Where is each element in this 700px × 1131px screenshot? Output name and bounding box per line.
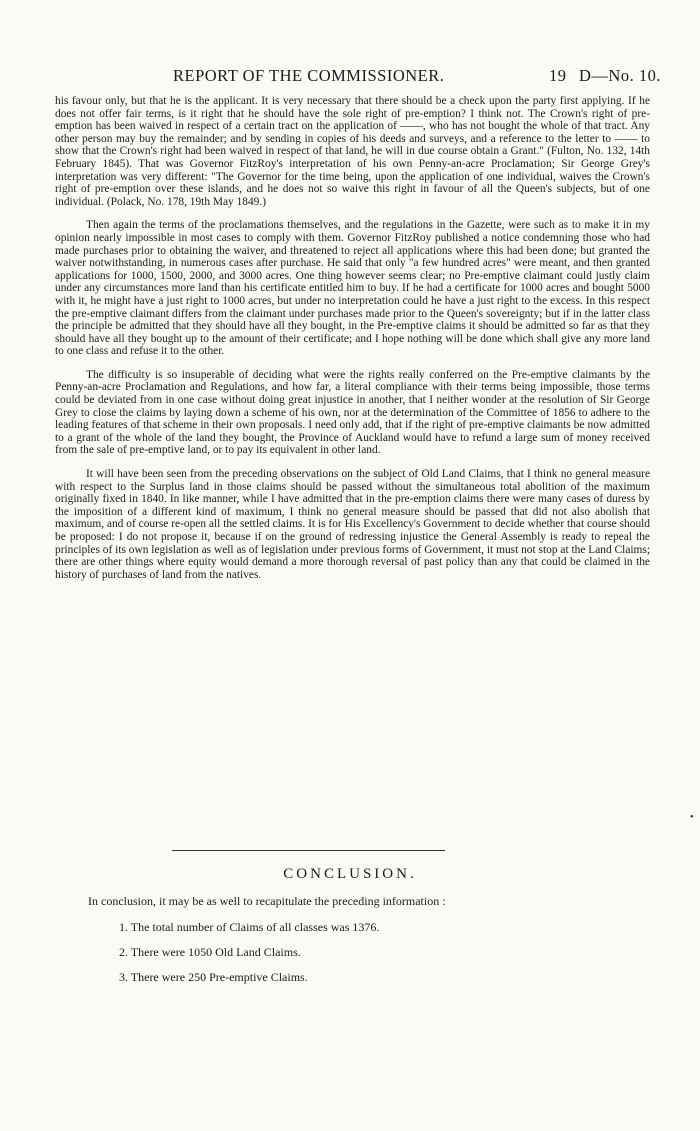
page-header (0, 66, 700, 88)
page-number: 19 (549, 66, 567, 85)
paragraph: It will have been seen from the preceding observations on the subject of Old Land Claims, that I think no general measure with respect to the Surplus land in those claims should be passed without the simultaneous total abolition of the maximum originally fixed in 1840. In like manner, while I have admitted that in the pre-emption claims there were many cases of duress by the imposition of a different kind of maximum, I think no general measure should be passed that did not also abolish that maximum, and of course re-open all the settled claims. It is for His Excellency's Government to decide whether that course should be proposed: I do not propose it, because if on the ground of redressing injustice the General Assembly is ready to repeal the principles of its own legislation as well as of legislation under previous forms of Government, it must not stop at the Land Claims; there are other things where equity would demand a more thorough reversal of past policy than any that could be claimed in the history of purchases of land from the natives. (55, 468, 650, 581)
conclusion-heading: CONCLUSION. (283, 866, 417, 882)
conclusion-list (119, 920, 639, 995)
section-divider (172, 850, 445, 851)
body-text (55, 95, 650, 581)
margin-mark: • (690, 812, 694, 823)
conclusion-intro: In conclusion, it may be as well to recapitulate the preceding information : (88, 894, 446, 908)
paragraph: Then again the terms of the proclamations themselves, and the regulations in the Gazette, were such as to make it in my opinion nearly impossible in most cases to comply with them. Governor FitzRoy published a notice condemning those who had made purchases prior to obtaining the waiver, and threatened to reject all applications where this had been done; but granted the waiver notwithstanding, in numerous cases after purchase. He said that only "a few hundred acres" were meant, and then granted applications for 1000, 1500, 2000, and 3000 acres. One thing however seems clear; no Pre-emptive claimant could justly claim under any circumstances more land than his certificate entitled him to buy. If he had a certificate for 1000 acres and bought 5000 with it, he might have a just right to 1000 acres, but under no interpretation could he have a just right to the excess. In this respect the pre-emptive claimant differs from the claimant under purchases made prior to the Queen's sovereignty; but if in the latter class the principle be admitted that they should have all they bought, in the Pre-emptive claims it should be admitted so far as that they should have all they bought up to the amount of their certificate; and I hope nothing will be done which shall give any more land to one class and refuse it to the other. (55, 219, 650, 358)
running-title: REPORT OF THE COMMISSIONER. (173, 66, 445, 85)
list-item: 1. The total number of Claims of all classes was 1376. (119, 920, 380, 934)
list-item: 3. There were 250 Pre-emptive Claims. (119, 970, 308, 984)
paragraph: The difficulty is so insuperable of deciding what were the rights really conferred on the Pre-emptive claimants by the Penny-an-acre Proclamation and Regulations, and how far, a literal compliance with their terms being impossible, those terms could be deviated from in one case without doing great injustice in another, that I neither wonder at the resolution of Sir George Grey to close the claims by laying down a scheme of his own, nor at the determination of the Committee of 1856 to adhere to the leading features of that scheme in their own proposals. I need only add, that if the right of pre-emptive claimants be now admitted to a grant of the whole of the land they bought, the Province of Auckland would have to refund a large sum of money received from the sale of pre-emptive land, or to pay its equivalent in other land. (55, 368, 650, 457)
list-item: 2. There were 1050 Old Land Claims. (119, 945, 301, 959)
document-number: D—No. 10. (579, 66, 661, 85)
paragraph: his favour only, but that he is the applicant. It is very necessary that there should be a check upon the party first applying. If he does not offer fair terms, is it right that he should have the sole right of pre-emption? I think not. The Crown's right of pre-emption has been waived in respect of a certain tract on the application of ——, who has not bought the whole of that tract. Any other person may buy the remainder; and by sending in copies of his deeds and surveys, and a reference to the letter to —— to show that the Crown's right had been waived in respect of that land, he will in due course obtain a Grant." (Fulton, No. 132, 14th February 1845). That was Governor FitzRoy's interpretation of his own Penny-an-acre Proclamation; Sir George Grey's interpretation was very different: "The Governor for the time being, upon the application of one individual, waives the Crown's right of pre-emption over these islands, and he does not so waive this right in favour of all the Queen's subjects, but of one individual. (Polack, No. 178, 19th May 1849.) (55, 95, 650, 208)
